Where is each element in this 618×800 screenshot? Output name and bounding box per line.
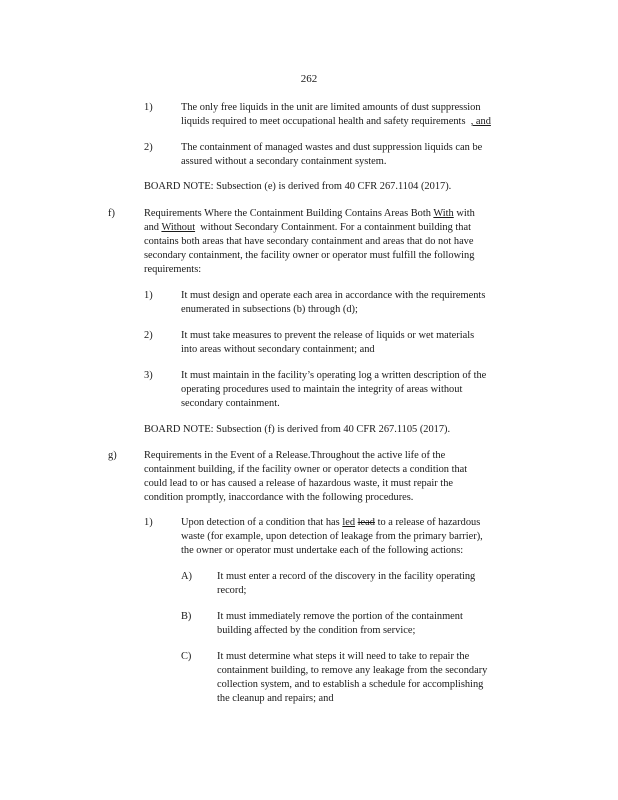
paragraph-gC — [217, 650, 525, 706]
text-line: waste (for example, upon detection of leakage from the primary barrier), — [181, 531, 483, 542]
inserted-text: With — [433, 208, 454, 219]
text-segment: without Secondary Containment. For a containment building that — [200, 222, 471, 233]
text-line: The containment of managed wastes and dust suppression liquids can be — [181, 142, 483, 153]
text-line: The only free liquids in the unit are limited amounts of dust suppression — [181, 102, 481, 113]
text-line — [181, 115, 533, 129]
item-label: 1) — [144, 102, 153, 113]
text-segment: and — [144, 222, 160, 233]
text-segment: Requirements Where the Containment Building Contains Areas Both — [144, 208, 431, 219]
paragraph-e1 — [181, 101, 533, 129]
text-line: could lead to or has caused a release of hazardous waste, it must repair the — [144, 478, 453, 489]
text-line: the owner or operator must undertake each of the following actions: — [181, 545, 464, 556]
text-line: into areas without secondary containment; and — [181, 344, 375, 355]
subsection-label: g) — [108, 450, 117, 461]
paragraph-f — [144, 207, 529, 277]
item-label: B) — [181, 611, 192, 622]
text-line: the cleanup and repairs; and — [217, 693, 334, 704]
text-line: enumerated in subsections (b) through (d); — [181, 304, 358, 315]
paragraph-f1 — [181, 289, 526, 317]
text-line — [144, 221, 529, 235]
board-note: BOARD NOTE: Subsection (e) is derived from 40 CFR 267.1104 (2017). — [144, 181, 452, 192]
paragraph-f2 — [181, 329, 526, 357]
inserted-text: Without — [161, 222, 196, 233]
text-line: It must enter a record of the discovery in the facility operating — [217, 571, 476, 582]
item-label: 1) — [144, 517, 153, 528]
text-line: containment building, if the facility owner or operator detects a condition that — [144, 464, 468, 475]
deleted-text: lead — [357, 517, 375, 528]
text-line: record; — [217, 585, 247, 596]
paragraph-gB — [217, 610, 495, 638]
page-number: 262 — [300, 73, 318, 85]
text-line: It must immediately remove the portion of the containment — [217, 611, 463, 622]
text-segment: liquids required to meet occupational health and safety requirements — [181, 116, 466, 127]
text-line: It must take measures to prevent the release of liquids or wet materials — [181, 330, 475, 341]
item-label: 2) — [144, 142, 153, 153]
text-line: contains both areas that have secondary containment and areas that do not have — [144, 236, 474, 247]
text-line: It must determine what steps it will need to take to repair the — [217, 651, 470, 662]
text-line: It must design and operate each area in accordance with the requirements — [181, 290, 486, 301]
text-line — [181, 516, 519, 530]
paragraph-gA — [217, 570, 512, 598]
text-line: requirements: — [144, 264, 202, 275]
item-label: 2) — [144, 330, 153, 341]
paragraph-g1 — [181, 516, 519, 558]
text-line: Requirements in the Event of a Release.Throughout the active life of the — [144, 450, 446, 461]
inserted-text: led — [342, 517, 356, 528]
item-label: 3) — [144, 370, 153, 381]
text-segment: to a release of hazardous — [377, 517, 481, 528]
text-line: assured without a secondary containment system. — [181, 156, 387, 167]
text-line: collection system, and to establish a schedule for accomplishing — [217, 679, 484, 690]
text-line: building affected by the condition from service; — [217, 625, 416, 636]
text-line: condition promptly, inaccordance with the following procedures. — [144, 492, 414, 503]
text-line: containment building, to remove any leakage from the secondary — [217, 665, 488, 676]
paragraph-f3 — [181, 369, 536, 411]
text-line: operating procedures used to maintain the integrity of areas without — [181, 384, 463, 395]
board-note: BOARD NOTE: Subsection (f) is derived from 40 CFR 267.1105 (2017). — [144, 424, 451, 435]
subsection-label: f) — [108, 208, 115, 219]
item-label: 1) — [144, 290, 153, 301]
paragraph-e2 — [181, 141, 533, 169]
text-line: It must maintain in the facility’s operating log a written description of the — [181, 370, 487, 381]
text-line: secondary containment. — [181, 398, 280, 409]
text-line: secondary containment, the facility owner or operator must fulfill the following — [144, 250, 475, 261]
item-label: C) — [181, 651, 192, 662]
inserted-text: , and — [470, 116, 491, 127]
text-segment: with — [456, 208, 475, 219]
text-line — [144, 207, 529, 221]
paragraph-g — [144, 449, 518, 505]
item-label: A) — [181, 571, 192, 582]
text-segment: Upon detection of a condition that has — [181, 517, 340, 528]
